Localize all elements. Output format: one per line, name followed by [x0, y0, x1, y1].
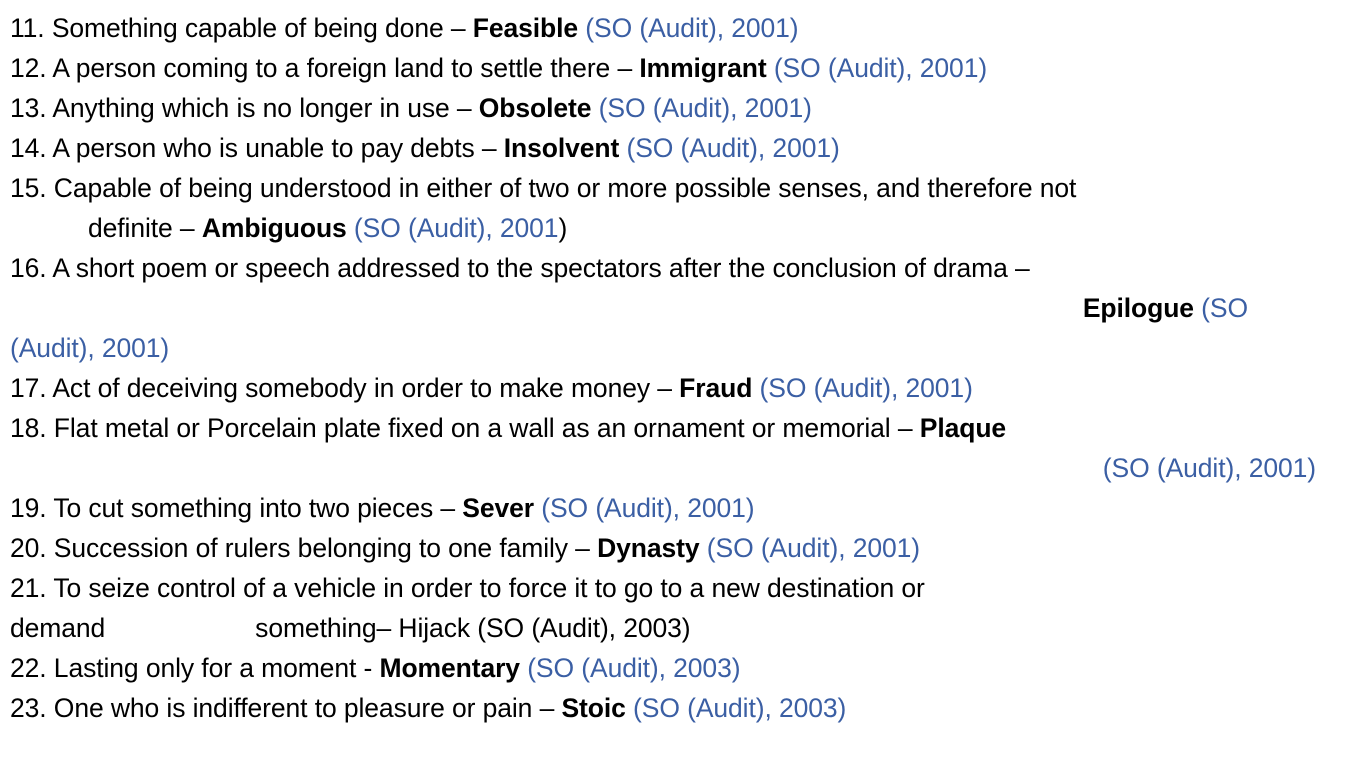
list-item: [10, 528, 1352, 568]
item-text: Succession of rulers belonging to one family –: [46, 533, 598, 563]
list-item: [10, 648, 1352, 688]
item-citation: (SO (Audit), 2001: [346, 213, 559, 243]
item-number: 21.: [10, 573, 47, 603]
item-citation: (SO (Audit), 2003): [519, 653, 741, 683]
item-text: Capable of being understood in either of two or more possible senses, and therefore not: [46, 173, 1077, 203]
item-number: 13.: [10, 93, 47, 123]
list-item: [10, 48, 1352, 88]
item-term: Dynasty: [597, 533, 700, 563]
item-text: To cut something into two pieces –: [46, 493, 463, 523]
item-citation: (SO (Audit), 2001): [752, 373, 973, 403]
item-citation: (SO (Audit), 2001): [766, 53, 988, 83]
item-text: A person who is unable to pay debts –: [46, 133, 504, 163]
item-citation: (SO (Audit), 2003): [625, 693, 847, 723]
item-text-cont2: something– Hijack (SO (Audit), 2003): [255, 613, 691, 643]
item-number: 18.: [10, 413, 47, 443]
item-number: 17.: [10, 373, 47, 403]
item-number: 12.: [10, 53, 47, 83]
item-number: 16.: [10, 253, 47, 283]
item-term: Momentary: [379, 653, 520, 683]
item-term: Sever: [462, 493, 534, 523]
item-text-cont: demand: [10, 613, 106, 643]
item-number: 15.: [10, 173, 47, 203]
item-text: A person coming to a foreign land to settle there –: [46, 53, 640, 83]
item-number: 14.: [10, 133, 47, 163]
list-item: [10, 88, 1352, 128]
item-number: 20.: [10, 533, 47, 563]
item-citation-part1: (SO: [1193, 293, 1248, 323]
item-citation: (SO (Audit), 2001): [533, 493, 755, 523]
item-citation: (SO (Audit), 2001): [578, 13, 799, 43]
list-item: [10, 408, 1352, 488]
list-item: [10, 248, 1352, 368]
item-citation: (SO (Audit), 2001): [619, 133, 840, 163]
list-item: [10, 488, 1352, 528]
item-citation-close: ): [558, 213, 568, 243]
item-text: Act of deceiving somebody in order to make money –: [46, 373, 680, 403]
item-term: Obsolete: [478, 93, 592, 123]
item-text: Anything which is no longer in use –: [46, 93, 479, 123]
item-text: Something capable of being done –: [44, 13, 473, 43]
list-item: [10, 568, 1352, 648]
item-term: Feasible: [472, 13, 579, 43]
list-item: [10, 688, 1352, 728]
item-number: 23.: [10, 693, 47, 723]
item-text: A short poem or speech addressed to the spectators after the conclusion of drama –: [46, 253, 1030, 283]
list-item: [10, 168, 1352, 248]
item-text-cont: definite –: [88, 213, 202, 243]
item-term: Immigrant: [639, 53, 767, 83]
item-citation-part2: (Audit), 2001): [10, 333, 170, 363]
item-number: 22.: [10, 653, 47, 683]
item-term: Ambiguous: [201, 213, 347, 243]
item-number: 11.: [10, 13, 45, 43]
item-term: Insolvent: [503, 133, 620, 163]
item-citation: (SO (Audit), 2001): [1102, 453, 1316, 483]
item-citation: (SO (Audit), 2001): [591, 93, 812, 123]
item-text: To seize control of a vehicle in order to force it to go to a new destination or: [46, 573, 925, 603]
item-text: One who is indifferent to pleasure or pain –: [46, 693, 562, 723]
item-term: Stoic: [561, 693, 626, 723]
list-item: [10, 8, 1352, 48]
item-number: 19.: [10, 493, 47, 523]
item-text: Lasting only for a moment -: [46, 653, 380, 683]
item-citation: (SO (Audit), 2001): [699, 533, 920, 563]
item-term: Plaque: [919, 413, 1007, 443]
item-term: Fraud: [679, 373, 753, 403]
item-term-line: [10, 288, 1352, 328]
list-item: [10, 128, 1352, 168]
list-item: [10, 368, 1352, 408]
item-term: Epilogue: [1082, 293, 1194, 323]
item-text: Flat metal or Porcelain plate fixed on a wall as an ornament or memorial –: [46, 413, 920, 443]
